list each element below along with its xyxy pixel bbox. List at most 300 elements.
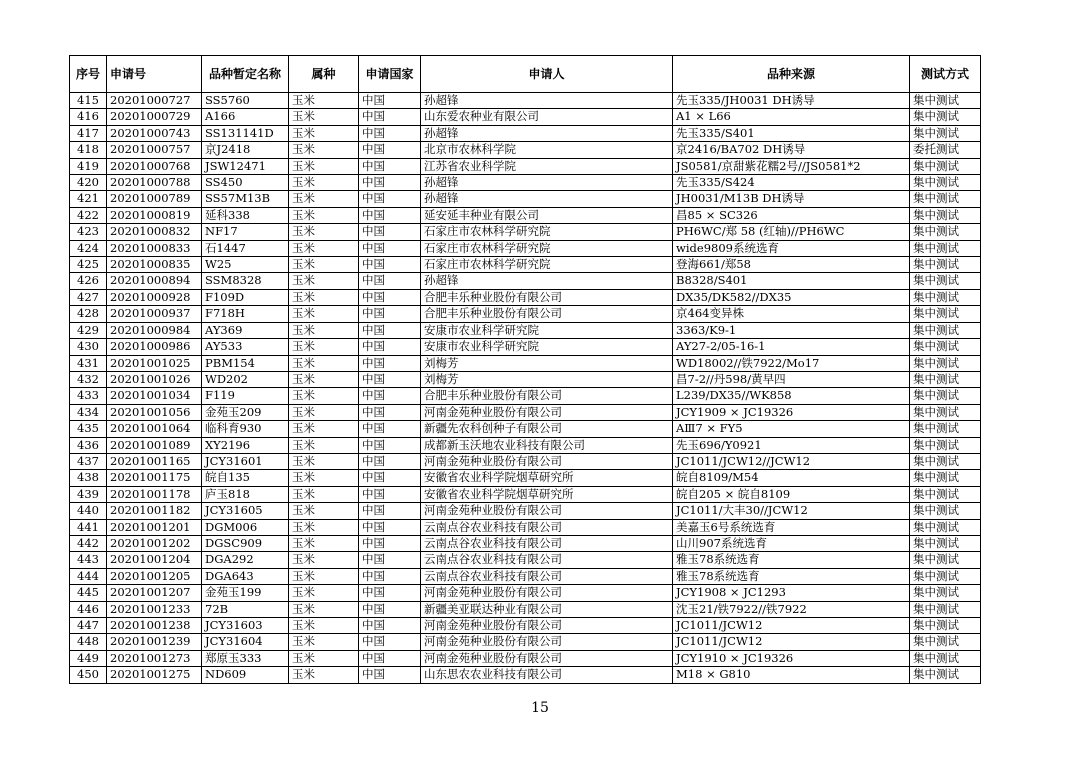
cell-variety-name: PBM154 <box>202 355 289 371</box>
cell-variety-name: SSM8328 <box>202 273 289 289</box>
cell-country: 中国 <box>359 503 421 519</box>
table-row <box>70 257 981 273</box>
cell-application-no: 20201000819 <box>107 207 202 223</box>
cell-index: 447 <box>70 618 107 634</box>
cell-country: 中国 <box>359 634 421 650</box>
table-row <box>70 158 981 174</box>
cell-variety-name: F109D <box>202 289 289 305</box>
cell-index: 416 <box>70 109 107 125</box>
cell-test-method: 委托测试 <box>910 142 981 158</box>
table-row <box>70 240 981 256</box>
cell-application-no: 20201000757 <box>107 142 202 158</box>
cell-test-method: 集中测试 <box>910 388 981 404</box>
cell-country: 中国 <box>359 568 421 584</box>
cell-variety-source: 昌85 × SC326 <box>673 207 910 223</box>
cell-genus: 玉米 <box>289 175 359 191</box>
cell-variety-name: 皖自135 <box>202 470 289 486</box>
table-body <box>70 93 981 684</box>
cell-country: 中国 <box>359 322 421 338</box>
table-row <box>70 93 981 109</box>
cell-test-method: 集中测试 <box>910 322 981 338</box>
col-header-genus: 属种 <box>289 56 359 93</box>
cell-variety-source: 先玉335/S424 <box>673 175 910 191</box>
cell-application-no: 20201001034 <box>107 388 202 404</box>
cell-variety-source: JCY1910 × JC19326 <box>673 650 910 666</box>
table-row <box>70 437 981 453</box>
cell-country: 中国 <box>359 224 421 240</box>
cell-test-method: 集中测试 <box>910 240 981 256</box>
cell-variety-name: 金苑玉199 <box>202 585 289 601</box>
cell-application-no: 20201000835 <box>107 257 202 273</box>
cell-genus: 玉米 <box>289 634 359 650</box>
cell-test-method: 集中测试 <box>910 355 981 371</box>
cell-variety-source: AⅢ7 × FY5 <box>673 421 910 437</box>
cell-genus: 玉米 <box>289 568 359 584</box>
col-header-variety-source: 品种来源 <box>673 56 910 93</box>
cell-variety-source: 登海661/郑58 <box>673 257 910 273</box>
cell-test-method: 集中测试 <box>910 650 981 666</box>
cell-application-no: 20201000832 <box>107 224 202 240</box>
cell-index: 437 <box>70 453 107 469</box>
cell-genus: 玉米 <box>289 618 359 634</box>
cell-variety-source: JC1011/大丰30//JCW12 <box>673 503 910 519</box>
cell-variety-source: 先玉696/Y0921 <box>673 437 910 453</box>
cell-genus: 玉米 <box>289 421 359 437</box>
cell-country: 中国 <box>359 535 421 551</box>
cell-variety-source: DX35/DK582//DX35 <box>673 289 910 305</box>
cell-applicant: 云南点谷农业科技有限公司 <box>421 519 673 535</box>
cell-genus: 玉米 <box>289 125 359 141</box>
cell-application-no: 20201000729 <box>107 109 202 125</box>
cell-application-no: 20201000727 <box>107 93 202 109</box>
cell-variety-source: JC1011/JCW12 <box>673 618 910 634</box>
table-row <box>70 503 981 519</box>
cell-variety-name: W25 <box>202 257 289 273</box>
cell-country: 中国 <box>359 371 421 387</box>
cell-application-no: 20201001273 <box>107 650 202 666</box>
cell-applicant: 河南金苑种业股份有限公司 <box>421 650 673 666</box>
cell-genus: 玉米 <box>289 240 359 256</box>
cell-test-method: 集中测试 <box>910 618 981 634</box>
cell-application-no: 20201000788 <box>107 175 202 191</box>
cell-country: 中国 <box>359 289 421 305</box>
table-row <box>70 519 981 535</box>
cell-variety-source: JH0031/M13B DH诱导 <box>673 191 910 207</box>
cell-index: 431 <box>70 355 107 371</box>
cell-applicant: 刘梅芳 <box>421 355 673 371</box>
cell-application-no: 20201001089 <box>107 437 202 453</box>
cell-genus: 玉米 <box>289 306 359 322</box>
cell-variety-source: 雅玉78系统选育 <box>673 552 910 568</box>
cell-variety-source: 京2416/BA702 DH诱导 <box>673 142 910 158</box>
cell-test-method: 集中测试 <box>910 306 981 322</box>
cell-index: 429 <box>70 322 107 338</box>
col-header-index: 序号 <box>70 56 107 93</box>
col-header-variety-name: 品种暂定名称 <box>202 56 289 93</box>
cell-country: 中国 <box>359 273 421 289</box>
cell-variety-source: JS0581/京甜紫花糯2号//JS0581*2 <box>673 158 910 174</box>
cell-genus: 玉米 <box>289 207 359 223</box>
cell-country: 中国 <box>359 552 421 568</box>
cell-genus: 玉米 <box>289 142 359 158</box>
cell-test-method: 集中测试 <box>910 453 981 469</box>
cell-variety-source: L239/DX35//WK858 <box>673 388 910 404</box>
table-row <box>70 355 981 371</box>
cell-country: 中国 <box>359 470 421 486</box>
cell-country: 中国 <box>359 158 421 174</box>
cell-genus: 玉米 <box>289 667 359 683</box>
table-row <box>70 552 981 568</box>
cell-country: 中国 <box>359 207 421 223</box>
cell-index: 449 <box>70 650 107 666</box>
table-row <box>70 371 981 387</box>
cell-index: 422 <box>70 207 107 223</box>
cell-index: 435 <box>70 421 107 437</box>
cell-genus: 玉米 <box>289 224 359 240</box>
cell-applicant: 安康市农业科学研究院 <box>421 339 673 355</box>
cell-variety-source: 皖自205 × 皖自8109 <box>673 486 910 502</box>
cell-applicant: 新疆先农科创种子有限公司 <box>421 421 673 437</box>
cell-test-method: 集中测试 <box>910 503 981 519</box>
cell-applicant: 河南金苑种业股份有限公司 <box>421 503 673 519</box>
cell-variety-source: 京464变异株 <box>673 306 910 322</box>
cell-applicant: 江苏省农业科学院 <box>421 158 673 174</box>
cell-applicant: 河南金苑种业股份有限公司 <box>421 634 673 650</box>
cell-applicant: 孙超锋 <box>421 191 673 207</box>
cell-index: 441 <box>70 519 107 535</box>
table-row <box>70 273 981 289</box>
table-row <box>70 535 981 551</box>
cell-applicant: 安康市农业科学研究院 <box>421 322 673 338</box>
cell-variety-name: AY369 <box>202 322 289 338</box>
cell-variety-source: A1 × L66 <box>673 109 910 125</box>
table-row <box>70 175 981 191</box>
cell-applicant: 成都新玉沃地农业科技有限公司 <box>421 437 673 453</box>
cell-variety-source: 3363/K9-1 <box>673 322 910 338</box>
cell-variety-name: 72B <box>202 601 289 617</box>
table-row <box>70 191 981 207</box>
cell-test-method: 集中测试 <box>910 421 981 437</box>
table-row <box>70 634 981 650</box>
col-header-test-method: 测试方式 <box>910 56 981 93</box>
cell-genus: 玉米 <box>289 601 359 617</box>
cell-variety-source: PH6WC/郑 58 (红轴)//PH6WC <box>673 224 910 240</box>
cell-genus: 玉米 <box>289 322 359 338</box>
cell-application-no: 20201001202 <box>107 535 202 551</box>
cell-variety-source: JC1011/JCW12//JCW12 <box>673 453 910 469</box>
cell-applicant: 云南点谷农业科技有限公司 <box>421 568 673 584</box>
cell-variety-name: JCY31601 <box>202 453 289 469</box>
cell-genus: 玉米 <box>289 437 359 453</box>
cell-test-method: 集中测试 <box>910 175 981 191</box>
cell-variety-name: ND609 <box>202 667 289 683</box>
table-row <box>70 421 981 437</box>
cell-applicant: 刘梅芳 <box>421 371 673 387</box>
cell-index: 432 <box>70 371 107 387</box>
table-row <box>70 306 981 322</box>
cell-test-method: 集中测试 <box>910 634 981 650</box>
cell-variety-name: 延科338 <box>202 207 289 223</box>
cell-index: 423 <box>70 224 107 240</box>
cell-applicant: 合肥丰乐种业股份有限公司 <box>421 388 673 404</box>
cell-index: 442 <box>70 535 107 551</box>
cell-genus: 玉米 <box>289 650 359 666</box>
table-row <box>70 601 981 617</box>
cell-applicant: 合肥丰乐种业股份有限公司 <box>421 289 673 305</box>
cell-genus: 玉米 <box>289 355 359 371</box>
cell-country: 中国 <box>359 585 421 601</box>
cell-variety-name: A166 <box>202 109 289 125</box>
cell-index: 450 <box>70 667 107 683</box>
cell-genus: 玉米 <box>289 289 359 305</box>
cell-applicant: 北京市农林科学院 <box>421 142 673 158</box>
cell-variety-source: 先玉335/JH0031 DH诱导 <box>673 93 910 109</box>
cell-application-no: 20201001233 <box>107 601 202 617</box>
cell-index: 428 <box>70 306 107 322</box>
cell-application-no: 20201001165 <box>107 453 202 469</box>
cell-genus: 玉米 <box>289 371 359 387</box>
cell-index: 433 <box>70 388 107 404</box>
cell-variety-source: JC1011/JCW12 <box>673 634 910 650</box>
cell-applicant: 孙超锋 <box>421 93 673 109</box>
table-row <box>70 618 981 634</box>
cell-application-no: 20201001178 <box>107 486 202 502</box>
cell-application-no: 20201000984 <box>107 322 202 338</box>
cell-applicant: 石家庄市农林科学研究院 <box>421 240 673 256</box>
cell-application-no: 20201001182 <box>107 503 202 519</box>
cell-test-method: 集中测试 <box>910 339 981 355</box>
cell-variety-source: JCY1908 × JC1293 <box>673 585 910 601</box>
cell-variety-name: DGA643 <box>202 568 289 584</box>
cell-index: 425 <box>70 257 107 273</box>
cell-index: 421 <box>70 191 107 207</box>
table-row <box>70 339 981 355</box>
cell-variety-source: wide9809系统选育 <box>673 240 910 256</box>
cell-variety-name: SS5760 <box>202 93 289 109</box>
cell-country: 中国 <box>359 404 421 420</box>
cell-applicant: 云南点谷农业科技有限公司 <box>421 535 673 551</box>
cell-variety-name: AY533 <box>202 339 289 355</box>
cell-country: 中国 <box>359 191 421 207</box>
cell-country: 中国 <box>359 339 421 355</box>
cell-applicant: 合肥丰乐种业股份有限公司 <box>421 306 673 322</box>
cell-genus: 玉米 <box>289 339 359 355</box>
cell-genus: 玉米 <box>289 486 359 502</box>
cell-application-no: 20201000928 <box>107 289 202 305</box>
cell-country: 中国 <box>359 437 421 453</box>
cell-applicant: 石家庄市农林科学研究院 <box>421 224 673 240</box>
col-header-applicant: 申请人 <box>421 56 673 93</box>
cell-index: 438 <box>70 470 107 486</box>
table-row <box>70 224 981 240</box>
cell-application-no: 20201000986 <box>107 339 202 355</box>
cell-genus: 玉米 <box>289 388 359 404</box>
cell-application-no: 20201001025 <box>107 355 202 371</box>
cell-test-method: 集中测试 <box>910 552 981 568</box>
cell-index: 434 <box>70 404 107 420</box>
cell-genus: 玉米 <box>289 519 359 535</box>
cell-genus: 玉米 <box>289 191 359 207</box>
cell-country: 中国 <box>359 421 421 437</box>
cell-variety-source: 沈玉21/铁7922//铁7922 <box>673 601 910 617</box>
cell-applicant: 孙超锋 <box>421 125 673 141</box>
table-row <box>70 388 981 404</box>
cell-country: 中国 <box>359 355 421 371</box>
cell-index: 436 <box>70 437 107 453</box>
cell-country: 中国 <box>359 650 421 666</box>
table-header-row <box>70 56 981 93</box>
cell-test-method: 集中测试 <box>910 371 981 387</box>
cell-test-method: 集中测试 <box>910 93 981 109</box>
cell-application-no: 20201000937 <box>107 306 202 322</box>
cell-country: 中国 <box>359 618 421 634</box>
cell-index: 420 <box>70 175 107 191</box>
cell-index: 439 <box>70 486 107 502</box>
cell-index: 440 <box>70 503 107 519</box>
cell-variety-name: JCY31603 <box>202 618 289 634</box>
cell-variety-name: JCY31605 <box>202 503 289 519</box>
cell-application-no: 20201000894 <box>107 273 202 289</box>
cell-variety-source: JCY1909 × JC19326 <box>673 404 910 420</box>
cell-application-no: 20201001026 <box>107 371 202 387</box>
cell-country: 中国 <box>359 257 421 273</box>
cell-test-method: 集中测试 <box>910 191 981 207</box>
cell-country: 中国 <box>359 388 421 404</box>
cell-test-method: 集中测试 <box>910 585 981 601</box>
cell-variety-name: DGSC909 <box>202 535 289 551</box>
cell-variety-name: 金苑玉209 <box>202 404 289 420</box>
cell-genus: 玉米 <box>289 257 359 273</box>
cell-country: 中国 <box>359 667 421 683</box>
table-row <box>70 207 981 223</box>
cell-country: 中国 <box>359 601 421 617</box>
cell-genus: 玉米 <box>289 109 359 125</box>
cell-test-method: 集中测试 <box>910 667 981 683</box>
cell-application-no: 20201001056 <box>107 404 202 420</box>
cell-test-method: 集中测试 <box>910 404 981 420</box>
col-header-country: 申请国家 <box>359 56 421 93</box>
table-row <box>70 585 981 601</box>
cell-application-no: 20201001205 <box>107 568 202 584</box>
cell-applicant: 河南金苑种业股份有限公司 <box>421 618 673 634</box>
cell-variety-name: DGA292 <box>202 552 289 568</box>
cell-country: 中国 <box>359 240 421 256</box>
cell-country: 中国 <box>359 109 421 125</box>
cell-genus: 玉米 <box>289 535 359 551</box>
table-row <box>70 667 981 683</box>
cell-genus: 玉米 <box>289 470 359 486</box>
cell-test-method: 集中测试 <box>910 125 981 141</box>
cell-index: 418 <box>70 142 107 158</box>
cell-application-no: 20201000743 <box>107 125 202 141</box>
cell-index: 417 <box>70 125 107 141</box>
cell-variety-source: AY27-2/05-16-1 <box>673 339 910 355</box>
cell-country: 中国 <box>359 142 421 158</box>
page-number: 15 <box>531 700 549 716</box>
cell-index: 445 <box>70 585 107 601</box>
cell-test-method: 集中测试 <box>910 568 981 584</box>
cell-index: 424 <box>70 240 107 256</box>
cell-variety-source: M18 × G810 <box>673 667 910 683</box>
cell-variety-name: 郑原玉333 <box>202 650 289 666</box>
cell-applicant: 云南点谷农业科技有限公司 <box>421 552 673 568</box>
cell-application-no: 20201001201 <box>107 519 202 535</box>
cell-variety-name: NF17 <box>202 224 289 240</box>
cell-applicant: 新疆美亚联达种业有限公司 <box>421 601 673 617</box>
cell-genus: 玉米 <box>289 158 359 174</box>
cell-test-method: 集中测试 <box>910 273 981 289</box>
cell-test-method: 集中测试 <box>910 109 981 125</box>
table-row <box>70 470 981 486</box>
table-row <box>70 109 981 125</box>
cell-application-no: 20201001064 <box>107 421 202 437</box>
cell-country: 中国 <box>359 453 421 469</box>
cell-country: 中国 <box>359 93 421 109</box>
cell-applicant: 河南金苑种业股份有限公司 <box>421 404 673 420</box>
cell-application-no: 20201000768 <box>107 158 202 174</box>
cell-test-method: 集中测试 <box>910 437 981 453</box>
cell-variety-name: F119 <box>202 388 289 404</box>
table-row <box>70 322 981 338</box>
cell-variety-name: 京J2418 <box>202 142 289 158</box>
table-row <box>70 125 981 141</box>
table-row <box>70 142 981 158</box>
cell-test-method: 集中测试 <box>910 158 981 174</box>
cell-genus: 玉米 <box>289 585 359 601</box>
cell-variety-name: 石1447 <box>202 240 289 256</box>
cell-index: 444 <box>70 568 107 584</box>
cell-index: 426 <box>70 273 107 289</box>
cell-application-no: 20201001207 <box>107 585 202 601</box>
cell-variety-source: 雅玉78系统选育 <box>673 568 910 584</box>
table-row <box>70 289 981 305</box>
cell-index: 430 <box>70 339 107 355</box>
cell-variety-source: 先玉335/S401 <box>673 125 910 141</box>
cell-variety-name: 临科育930 <box>202 421 289 437</box>
cell-index: 415 <box>70 93 107 109</box>
cell-variety-name: SS131141D <box>202 125 289 141</box>
cell-test-method: 集中测试 <box>910 486 981 502</box>
cell-application-no: 20201001238 <box>107 618 202 634</box>
cell-variety-name: JSW12471 <box>202 158 289 174</box>
cell-genus: 玉米 <box>289 503 359 519</box>
cell-applicant: 河南金苑种业股份有限公司 <box>421 453 673 469</box>
cell-variety-source: 皖自8109/M54 <box>673 470 910 486</box>
table-row <box>70 453 981 469</box>
cell-genus: 玉米 <box>289 453 359 469</box>
cell-applicant: 延安延丰种业有限公司 <box>421 207 673 223</box>
variety-table <box>69 55 981 684</box>
cell-variety-name: XY2196 <box>202 437 289 453</box>
cell-variety-name: WD202 <box>202 371 289 387</box>
cell-test-method: 集中测试 <box>910 470 981 486</box>
cell-variety-name: SS57M13B <box>202 191 289 207</box>
cell-variety-source: 山川907系统选育 <box>673 535 910 551</box>
cell-test-method: 集中测试 <box>910 601 981 617</box>
cell-application-no: 20201001204 <box>107 552 202 568</box>
cell-application-no: 20201001275 <box>107 667 202 683</box>
cell-index: 446 <box>70 601 107 617</box>
cell-index: 419 <box>70 158 107 174</box>
cell-applicant: 安徽省农业科学院烟草研究所 <box>421 486 673 502</box>
cell-application-no: 20201001239 <box>107 634 202 650</box>
cell-applicant: 山东思农农业科技有限公司 <box>421 667 673 683</box>
cell-test-method: 集中测试 <box>910 224 981 240</box>
cell-variety-name: 庐玉818 <box>202 486 289 502</box>
cell-applicant: 孙超锋 <box>421 175 673 191</box>
table-row <box>70 650 981 666</box>
cell-applicant: 山东爱农种业有限公司 <box>421 109 673 125</box>
